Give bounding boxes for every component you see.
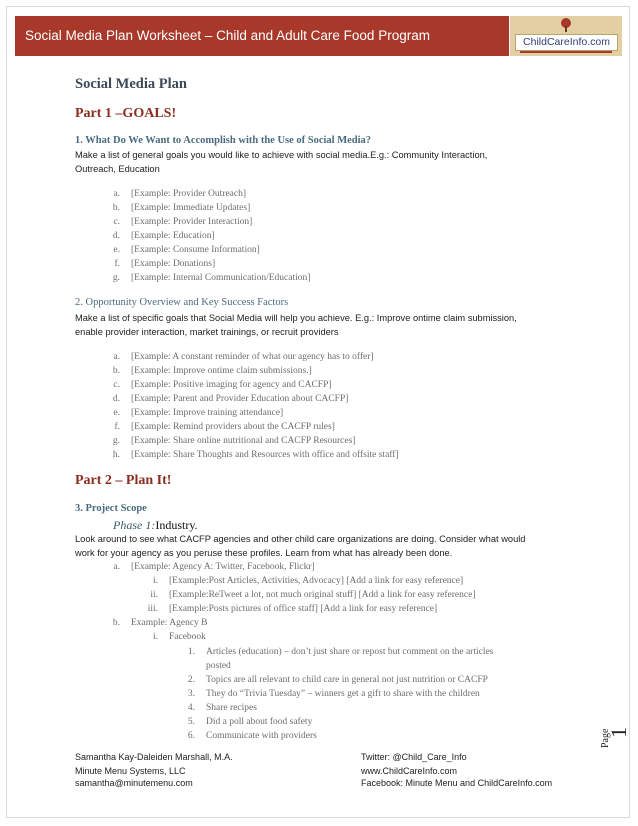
list-item: [Example: Provider Outreach] xyxy=(131,189,247,199)
list-marker: d. xyxy=(112,394,120,404)
footer-email: samantha@minutemenu.com xyxy=(75,778,193,788)
childcareinfo-logo xyxy=(509,16,622,56)
list-item: [Example:Posts pictures of office staff] [Add a link for easy reference] xyxy=(169,604,438,614)
list-item: [Example: Improve training attendance] xyxy=(131,408,284,418)
list-item: [Example: Consume Information] xyxy=(131,245,260,255)
footer-author: Samantha Kay-Daleiden Marshall, M.A. xyxy=(75,752,233,762)
list-marker: e. xyxy=(113,408,120,418)
logo-text: ChildCareInfo.com xyxy=(515,34,618,51)
list-item: Share recipes xyxy=(206,703,257,713)
list-item: Articles (education) – don’t just share or repost but comment on the articles xyxy=(206,647,494,657)
agency-b-item: Example: Agency B xyxy=(131,618,208,628)
list-marker: b. xyxy=(112,203,120,213)
list-marker: d. xyxy=(112,231,120,241)
phase-line xyxy=(113,518,198,533)
part-2-heading: Part 2 – Plan It! xyxy=(75,473,172,488)
section-3-body-line-2: work for your agency as you peruse these profiles. Learn from what has already been done. xyxy=(75,548,453,558)
section-3-heading: 3. Project Scope xyxy=(75,503,147,514)
list-item: [Example: Share Thoughts and Resources with office and offsite staff] xyxy=(131,450,399,460)
list-item: [Example: Immediate Updates] xyxy=(131,203,251,213)
agency-b-marker: b. xyxy=(112,618,120,628)
list-item: Did a poll about food safety xyxy=(206,717,313,727)
list-marker: 6. xyxy=(187,731,195,741)
agency-b-sub-marker: i. xyxy=(152,632,158,642)
agency-b-sub-item: Facebook xyxy=(169,632,206,642)
list-item: Communicate with providers xyxy=(206,731,317,741)
list-item: [Example: A constant reminder of what our agency has to offer] xyxy=(131,352,374,362)
list-item: [Example: Parent and Provider Education about CACFP] xyxy=(131,394,349,404)
section-1-body-line-2: Outreach, Education xyxy=(75,164,160,174)
list-marker: 4. xyxy=(187,703,195,713)
footer-twitter: Twitter: @Child_Care_Info xyxy=(361,752,467,762)
list-item: [Example: Share online nutritional and CACFP Resources] xyxy=(131,436,356,446)
list-marker: a. xyxy=(113,352,120,362)
page-number-value: 1 xyxy=(606,727,631,738)
section-3-body-line-1: Look around to see what CACFP agencies and other child care organizations are doing. Consider what would xyxy=(75,534,526,544)
list-marker: 5. xyxy=(187,717,195,727)
list-item: [Example:ReTweet a lot, not much original stuff] [Add a link for easy reference] xyxy=(169,590,476,600)
agency-a-item: [Example: Agency A: Twitter, Facebook, Flickr] xyxy=(131,562,315,572)
list-item: [Example: Remind providers about the CACFP rules] xyxy=(131,422,335,432)
page-number-graphic xyxy=(595,710,631,750)
list-item: [Example: Donations] xyxy=(131,259,216,269)
list-item: [Example: Positive imaging for agency and CACFP] xyxy=(131,380,332,390)
list-marker: i. xyxy=(152,576,158,586)
page-number xyxy=(595,710,631,750)
list-marker: c. xyxy=(113,217,120,227)
list-marker: g. xyxy=(112,436,120,446)
list-item: They do “Trivia Tuesday” – winners get a gift to share with the children xyxy=(206,689,480,699)
list-item: Topics are all relevant to child care in general not just nutrition or CACFP xyxy=(206,675,488,685)
phase-text: Industry. xyxy=(155,518,198,532)
list-marker: 3. xyxy=(187,689,195,699)
list-marker: b. xyxy=(112,366,120,376)
phase-label: Phase 1: xyxy=(113,518,156,532)
list-marker: iii. xyxy=(147,604,158,614)
list-marker: e. xyxy=(113,245,120,255)
list-marker: 2. xyxy=(187,675,195,685)
footer-company: Minute Menu Systems, LLC xyxy=(75,766,186,776)
section-2-heading: 2. Opportunity Overview and Key Success Factors xyxy=(75,297,289,308)
list-item: [Example: Internal Communication/Education] xyxy=(131,273,311,283)
list-item-continuation: posted xyxy=(206,661,231,671)
list-item: [Example: Provider Interaction] xyxy=(131,217,253,227)
footer-facebook: Facebook: Minute Menu and ChildCareInfo.com xyxy=(361,778,553,788)
section-2-body-line-1: Make a list of specific goals that Social Media will help you achieve. E.g.: Improve ontime claim submission, xyxy=(75,313,517,323)
agency-a-marker: a. xyxy=(113,562,120,572)
list-item: [Example:Post Articles, Activities, Advocacy] [Add a link for easy reference] xyxy=(169,576,464,586)
part-1-heading: Part 1 –GOALS! xyxy=(75,106,177,121)
section-1-heading: 1. What Do We Want to Accomplish with the Use of Social Media? xyxy=(75,135,372,146)
document-title: Social Media Plan xyxy=(75,76,187,92)
list-marker: ii. xyxy=(150,590,158,600)
tree-icon xyxy=(558,18,574,32)
list-item: [Example: Improve ontime claim submissions.] xyxy=(131,366,312,376)
list-marker: g. xyxy=(112,273,120,283)
list-marker: c. xyxy=(113,380,120,390)
list-marker: 1. xyxy=(187,647,195,657)
header-title: Social Media Plan Worksheet – Child and Adult Care Food Program xyxy=(25,28,430,43)
page-label: Page xyxy=(600,728,611,748)
list-marker: f. xyxy=(114,259,120,269)
list-item: [Example: Education] xyxy=(131,231,215,241)
list-marker: a. xyxy=(113,189,120,199)
logo-underline xyxy=(520,51,612,53)
section-1-body-line-1: Make a list of general goals you would like to achieve with social media.E.g.: Community Interaction, xyxy=(75,150,488,160)
section-2-body-line-2: enable provider interaction, market trainings, or recruit providers xyxy=(75,327,339,337)
footer-website: www.ChildCareInfo.com xyxy=(361,766,458,776)
list-marker: h. xyxy=(112,450,120,460)
list-marker: f. xyxy=(114,422,120,432)
